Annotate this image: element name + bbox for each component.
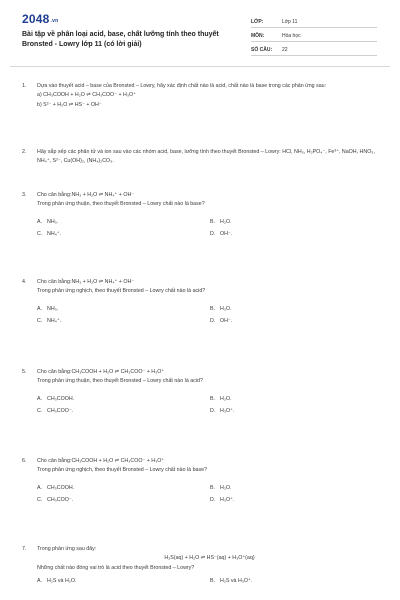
meta-row-count — [251, 43, 377, 56]
reaction-line: b) S²⁻ + H₂O ⇌ HS⁻ + OH⁻ — [37, 101, 102, 108]
question-number: 1. — [22, 83, 27, 89]
option-a[interactable]: A. NH₃. — [37, 218, 59, 225]
option-a[interactable]: A. CH₃COOH. — [37, 395, 75, 402]
logo-text: 2048 — [22, 12, 50, 26]
option-c[interactable]: C. NH₄⁺. — [37, 317, 62, 324]
question-number: 4. — [22, 279, 27, 285]
option-c[interactable]: C. CH₃COO⁻. — [37, 496, 74, 503]
answer-options — [37, 395, 382, 416]
question-number: 2. — [22, 149, 27, 155]
meta-row-class — [251, 15, 377, 28]
option-a[interactable]: A. CH₃COOH. — [37, 484, 75, 491]
question-number: 7. — [22, 546, 27, 552]
answer-options — [37, 577, 382, 587]
option-c[interactable]: C. NH₄⁺. — [37, 230, 62, 237]
meta-label: SỐ CÂU: — [251, 47, 273, 53]
equilibrium-equation: Cho cân bằng:CH₃COOH + H₂O ⇌ CH₃COO⁻ + H₃O⁺ — [37, 369, 165, 375]
option-c[interactable]: C. CH₃COO⁻. — [37, 407, 74, 414]
answer-options — [37, 218, 382, 239]
answer-options — [37, 484, 382, 505]
question-text: Trong phản ứng thuận, theo thuyết Bronsted – Lowry chất nào là acid? — [37, 378, 203, 385]
question-text: Hãy sắp xếp các phân tử và ion sau vào các nhóm acid, base, lưỡng tính theo thuyết Bronsted – Lowry: HCl, NH₃, H₂PO₄⁻, Fe³⁺, NaOH, HNO₃, NH₄⁺, S²⁻, Cu(OH)₂, (NH₄)₂CO₃. — [37, 149, 375, 165]
answer-options — [37, 305, 382, 326]
question-6 — [22, 457, 382, 505]
meta-value: Lớp 11 — [282, 19, 298, 25]
option-a[interactable]: A. H₂S và H₂O. — [37, 577, 77, 584]
option-b[interactable]: B. H₂O. — [210, 395, 232, 402]
meta-value: 22 — [282, 47, 288, 53]
site-logo[interactable] — [22, 12, 58, 26]
logo-suffix: .vn — [50, 18, 59, 24]
question-number: 5. — [22, 369, 27, 375]
option-d[interactable]: D. OH⁻. — [210, 230, 233, 237]
meta-label: MÔN: — [251, 33, 265, 39]
question-3 — [22, 191, 382, 239]
meta-row-subject — [251, 29, 377, 42]
question-number: 6. — [22, 458, 27, 464]
option-b[interactable]: B. H₂S và H₃O⁺. — [210, 577, 253, 584]
question-7 — [22, 545, 382, 587]
option-d[interactable]: D. H₃O⁺. — [210, 407, 235, 414]
reaction-line: H₂S(aq) + H₂O ⇌ HS⁻(aq) + H₃O⁺(aq) — [164, 555, 255, 562]
option-b[interactable]: B. H₂O. — [210, 218, 232, 225]
document-title: Bài tập về phân loại acid, base, chất lưỡng tính theo thuyết Bronsted - Lowry lớp 11 (có lời giải) — [22, 31, 219, 48]
question-2 — [22, 148, 382, 167]
equilibrium-equation: Cho cân bằng:NH₃ + H₂O ⇌ NH₄⁺ + OH⁻ — [37, 192, 135, 198]
meta-value: Hóa học — [282, 33, 301, 39]
question-text: Trong phản ứng thuận, theo thuyết Bronsted – Lowry chất nào là base? — [37, 201, 205, 208]
question-4 — [22, 278, 382, 326]
reaction-line: a) CH₃COOH + H₂O ⇌ CH₃COO⁻ + H₃O⁺ — [37, 92, 136, 99]
equilibrium-equation: Cho cân bằng:CH₃COOH + H₂O ⇌ CH₃COO⁻ + H₃O⁺ — [37, 458, 165, 464]
question-text: Những chất nào đóng vai trò là acid theo thuyết Bronsted – Lowry? — [37, 564, 195, 571]
option-b[interactable]: B. H₂O. — [210, 305, 232, 312]
equilibrium-equation: Cho cân bằng:NH₃ + H₂O ⇌ NH₄⁺ + OH⁻ — [37, 279, 135, 285]
question-5 — [22, 368, 382, 416]
header-divider — [10, 66, 390, 67]
question-1 — [22, 82, 382, 110]
question-number: 3. — [22, 192, 27, 198]
option-d[interactable]: D. H₃O⁺. — [210, 496, 235, 503]
option-d[interactable]: D. OH⁻. — [210, 317, 233, 324]
question-text: Trong phản ứng nghịch, theo thuyết Bronsted – Lowry chất nào là base? — [37, 467, 208, 474]
question-text: Trong phản ứng sau đây: — [37, 546, 97, 552]
option-b[interactable]: B. H₂O. — [210, 484, 232, 491]
meta-info — [251, 15, 377, 57]
question-text: Trong phản ứng nghịch, theo thuyết Bronsted – Lowry chất nào là acid? — [37, 288, 206, 295]
option-a[interactable]: A. NH₃. — [37, 305, 59, 312]
meta-label: LỚP: — [251, 19, 264, 25]
question-text: Dựa vào thuyết acid – base của Bronsted – Lowry, hãy xác định chất nào là acid, chất nào là base trong các phản ứng sau: — [37, 83, 327, 89]
